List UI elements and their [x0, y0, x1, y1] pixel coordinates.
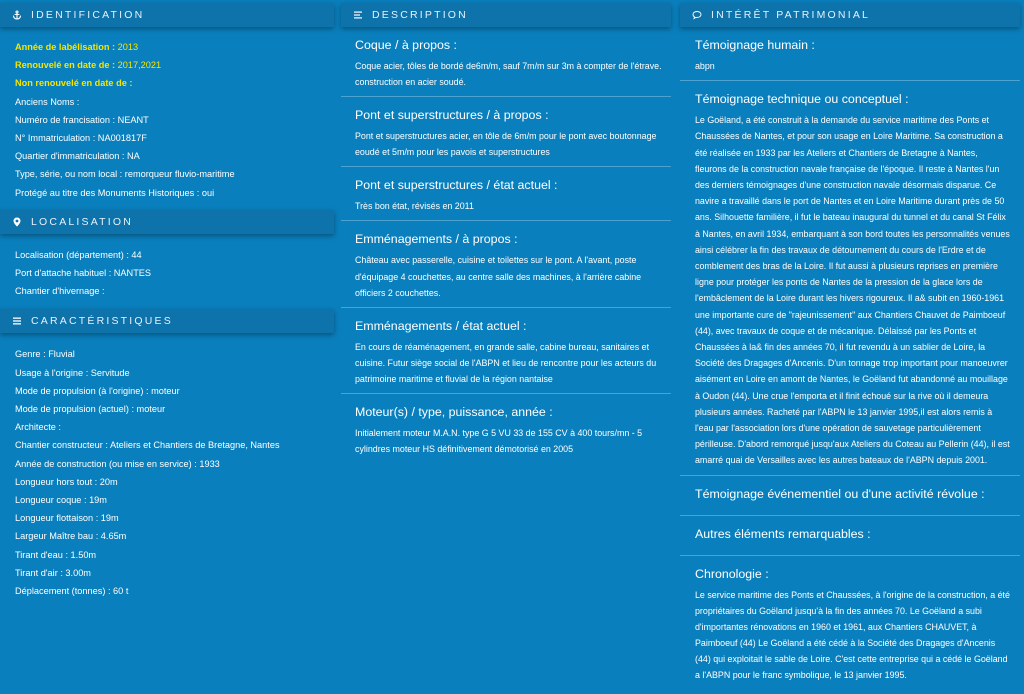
interet-block	[680, 516, 1020, 556]
caracteristiques-list	[0, 333, 338, 600]
caracteristiques-row: Genre : Fluvial	[15, 349, 75, 360]
identification-list	[0, 27, 338, 202]
interet-block	[680, 81, 1020, 475]
description-block	[341, 167, 671, 221]
anchor-icon	[12, 10, 22, 20]
caracteristiques-row: Mode de propulsion (à l'origine) : moteur	[15, 385, 180, 396]
interet-block	[680, 476, 1020, 516]
caracteristiques-row: Longueur coque : 19m	[15, 495, 107, 506]
renouvele-label: Renouvelé en date de :	[15, 60, 116, 71]
description-block	[341, 394, 671, 463]
speech-bubble-icon	[692, 10, 702, 20]
description-block	[341, 221, 671, 307]
caracteristiques-row: Largeur Maître bau : 4.65m	[15, 531, 127, 542]
block-title: Moteur(s) / type, puissance, année :	[355, 405, 553, 420]
caracteristiques-row: Architecte :	[15, 422, 61, 433]
block-title: Coque / à propos :	[355, 38, 457, 52]
block-text: Initialement moteur M.A.N. type G 5 VU 33 de 155 CV à 400 tours/mn - 5 cylindres moteur HS définitivement démotorisé en 2005	[355, 428, 643, 455]
caracteristiques-row: Chantier constructeur : Ateliers et Chantiers de Bretagne, Nantes	[15, 440, 280, 451]
description-block	[341, 97, 671, 167]
caracteristiques-row: Tirant d'air : 3.00m	[15, 567, 91, 578]
non-renouvele-row	[15, 74, 338, 92]
block-title: Autres éléments remarquables :	[695, 526, 871, 541]
description-title: DESCRIPTION	[372, 9, 468, 21]
identification-row: Quartier d'immatriculation : NA	[15, 151, 140, 162]
identification-row: Protégé au titre des Monuments Historiques : oui	[15, 187, 215, 198]
interet-header	[680, 3, 1020, 27]
right-column	[680, 0, 1024, 689]
block-title: Chronologie :	[695, 566, 769, 581]
localisation-title: LOCALISATION	[31, 215, 134, 228]
interet-title: INTÉRÊT PATRIMONIAL	[711, 9, 871, 21]
localisation-row: Port d'attache habituel : NANTES	[15, 268, 152, 279]
annee-label: Année de labélisation :	[15, 42, 116, 52]
identification-row: N° Immatriculation : NA001817F	[15, 133, 147, 144]
caracteristiques-title: CARACTÉRISTIQUES	[31, 315, 173, 328]
block-text: Coque acier, tôles de bordé de6m/m, sauf 7m/m sur 3m à compter de l'étrave. construction en acier soudé.	[355, 61, 662, 88]
caracteristiques-header	[0, 309, 334, 333]
left-column	[0, 0, 338, 600]
block-text: Pont et superstructures acier, en tôle de 6m/m pour le pont avec boutonnage eoudé et 5m/m pour les pavois et superstructures	[355, 131, 657, 158]
identification-row: Anciens Noms :	[15, 96, 80, 107]
localisation-header	[0, 210, 334, 234]
non-renouvele-label: Non renouvelé en date de :	[15, 78, 133, 89]
block-text: Très bon état, révisés en 2011	[355, 201, 474, 212]
middle-column	[341, 0, 675, 463]
identification-row: Type, série, ou nom local : remorqueur fluvio-maritime	[15, 169, 235, 180]
caracteristiques-row: Usage à l'origine : Servitude	[15, 367, 130, 378]
map-pin-icon	[12, 217, 22, 227]
block-title: Emménagements / état actuel :	[355, 318, 527, 333]
block-title: Pont et superstructures / état actuel :	[355, 178, 558, 193]
identification-title: IDENTIFICATION	[31, 9, 145, 21]
localisation-row: Chantier d'hivernage :	[15, 286, 105, 297]
text-lines-icon	[353, 10, 363, 20]
caracteristiques-row: Longueur flottaison : 19m	[15, 513, 119, 524]
caracteristiques-row: Tirant d'eau : 1.50m	[15, 549, 97, 560]
localisation-row: Localisation (département) : 44	[15, 249, 142, 260]
block-title: Pont et superstructures / à propos :	[355, 108, 549, 123]
block-text: abpn	[695, 61, 715, 71]
caracteristiques-row: Année de construction (ou mise en service) : 1933	[15, 458, 220, 469]
caracteristiques-row: Longueur hors tout : 20m	[15, 476, 118, 487]
annee-value: 2013	[117, 42, 139, 52]
localisation-list	[0, 234, 338, 301]
block-text: En cours de réaménagement, en grande salle, cabine bureau, sanitaires et cuisine. Futur siège social de l'ABPN et lieu de rencontre pour les acteurs du patrimoine maritime et fluvial de la région nantaise	[355, 341, 657, 384]
caracteristiques-row: Mode de propulsion (actuel) : moteur	[15, 404, 166, 415]
description-block	[341, 27, 671, 97]
renouvele-value: 2017,2021	[117, 60, 162, 71]
block-text: Château avec passerelle, cuisine et toilettes sur le pont. A l'avant, poste d'équipage 4 couchettes, au centre salle des machines, à l'arrière cabine officiers 2 couchettes.	[355, 255, 642, 298]
identification-row: Numéro de francisation : NEANT	[15, 114, 149, 125]
block-title: Témoignage technique ou conceptuel :	[695, 92, 909, 107]
block-title: Emménagements / à propos :	[355, 232, 518, 247]
caracteristiques-row: Déplacement (tonnes) : 60 t	[15, 586, 129, 597]
block-text: Le Goëland, a été construit à la demande du service maritime des Ponts et Chaussées de Nantes, et pour son usage en Loire Maritime. Sa construction a été réalisée en 1933 par les Ateliers et Chantiers de Bretagne à Nantes, fleurons de la construction navale française de l'époque. Il reste à Nantes l'un des derniers témoignages d'une construction navale désormais disparue. Ce navire a travaillé dans le port de Nantes et en Loire Maritime durant près de 50 ans. Silhouette familière, il fut le bateau inaugural du tunnel et du canal St Félix à Nantes, en avril 1934, embarquant à son bord toutes les personnalités venues ainsi célébrer la fin des travaux de détournement du cours de l'Erdre et de comblement des bras de la Loire. Il fut aussi à plusieurs reprises en première ligne pour protéger les ponts de Nantes de la pression de la glace lors de l'embâclement de la Loire durant les hivers rigoureux. Il a& subit en 1960-1961 une importante cure de "rajeunissement" aux Chantiers Chauvet de Paimboeuf (44), avec travaux de coque et de mécanique. Délaissé par les Ponts et Chaussées à la& fin des années 70, il fut revendu à un sablier de Loire, la Société des Dragages d'Ancenis. D'un tonnage trop important pour manoeuvrer aisément en Loire en amont de Nantes, le Goëland fut abandonné au mouillage à Oudon (44). Une crue l'emporta et il finit échoué sur la rive où il demeura plusieurs années. Racheté par l'ABPN le 13 janvier 1995,il est alors remis à l'eau par l'association lors d'une opération de sauvetage particulièrement périlleuse. D'abord remorqué jusqu'aux Ateliers du Coteau au Pellerin (44), il est amarré quai de Versailles avec les autres bateaux de l'ABPN depuis 2001.	[695, 115, 1010, 466]
description-header	[341, 3, 671, 27]
identification-header	[0, 3, 334, 27]
list-icon	[12, 316, 22, 326]
annee-row	[15, 38, 338, 56]
block-title: Témoignage événementiel ou d'une activité révolue :	[695, 486, 985, 501]
block-text: Le service maritime des Ponts et Chaussées, à l'origine de la construction, a été propriétaires du Goëland jusqu'à la fin des années 70. Le Goëland a subi d'importantes rénovations en 1960 et 1961, aux Chantiers CHAUVET, à Paimboeuf (44) Le Goëland a été cédé à la Société des Dragages d'Ancenis (44) qui exploitait le sable de Loire. C'est cette entreprise qui a cédé le Goëland a l'ABPN pour le franc symbolique, le 13 janvier 1995.	[695, 589, 1010, 681]
renouvele-row	[15, 56, 338, 74]
interet-block	[680, 556, 1020, 690]
description-block	[341, 308, 671, 394]
block-title: Témoignage humain :	[695, 38, 815, 52]
interet-block	[680, 27, 1020, 81]
